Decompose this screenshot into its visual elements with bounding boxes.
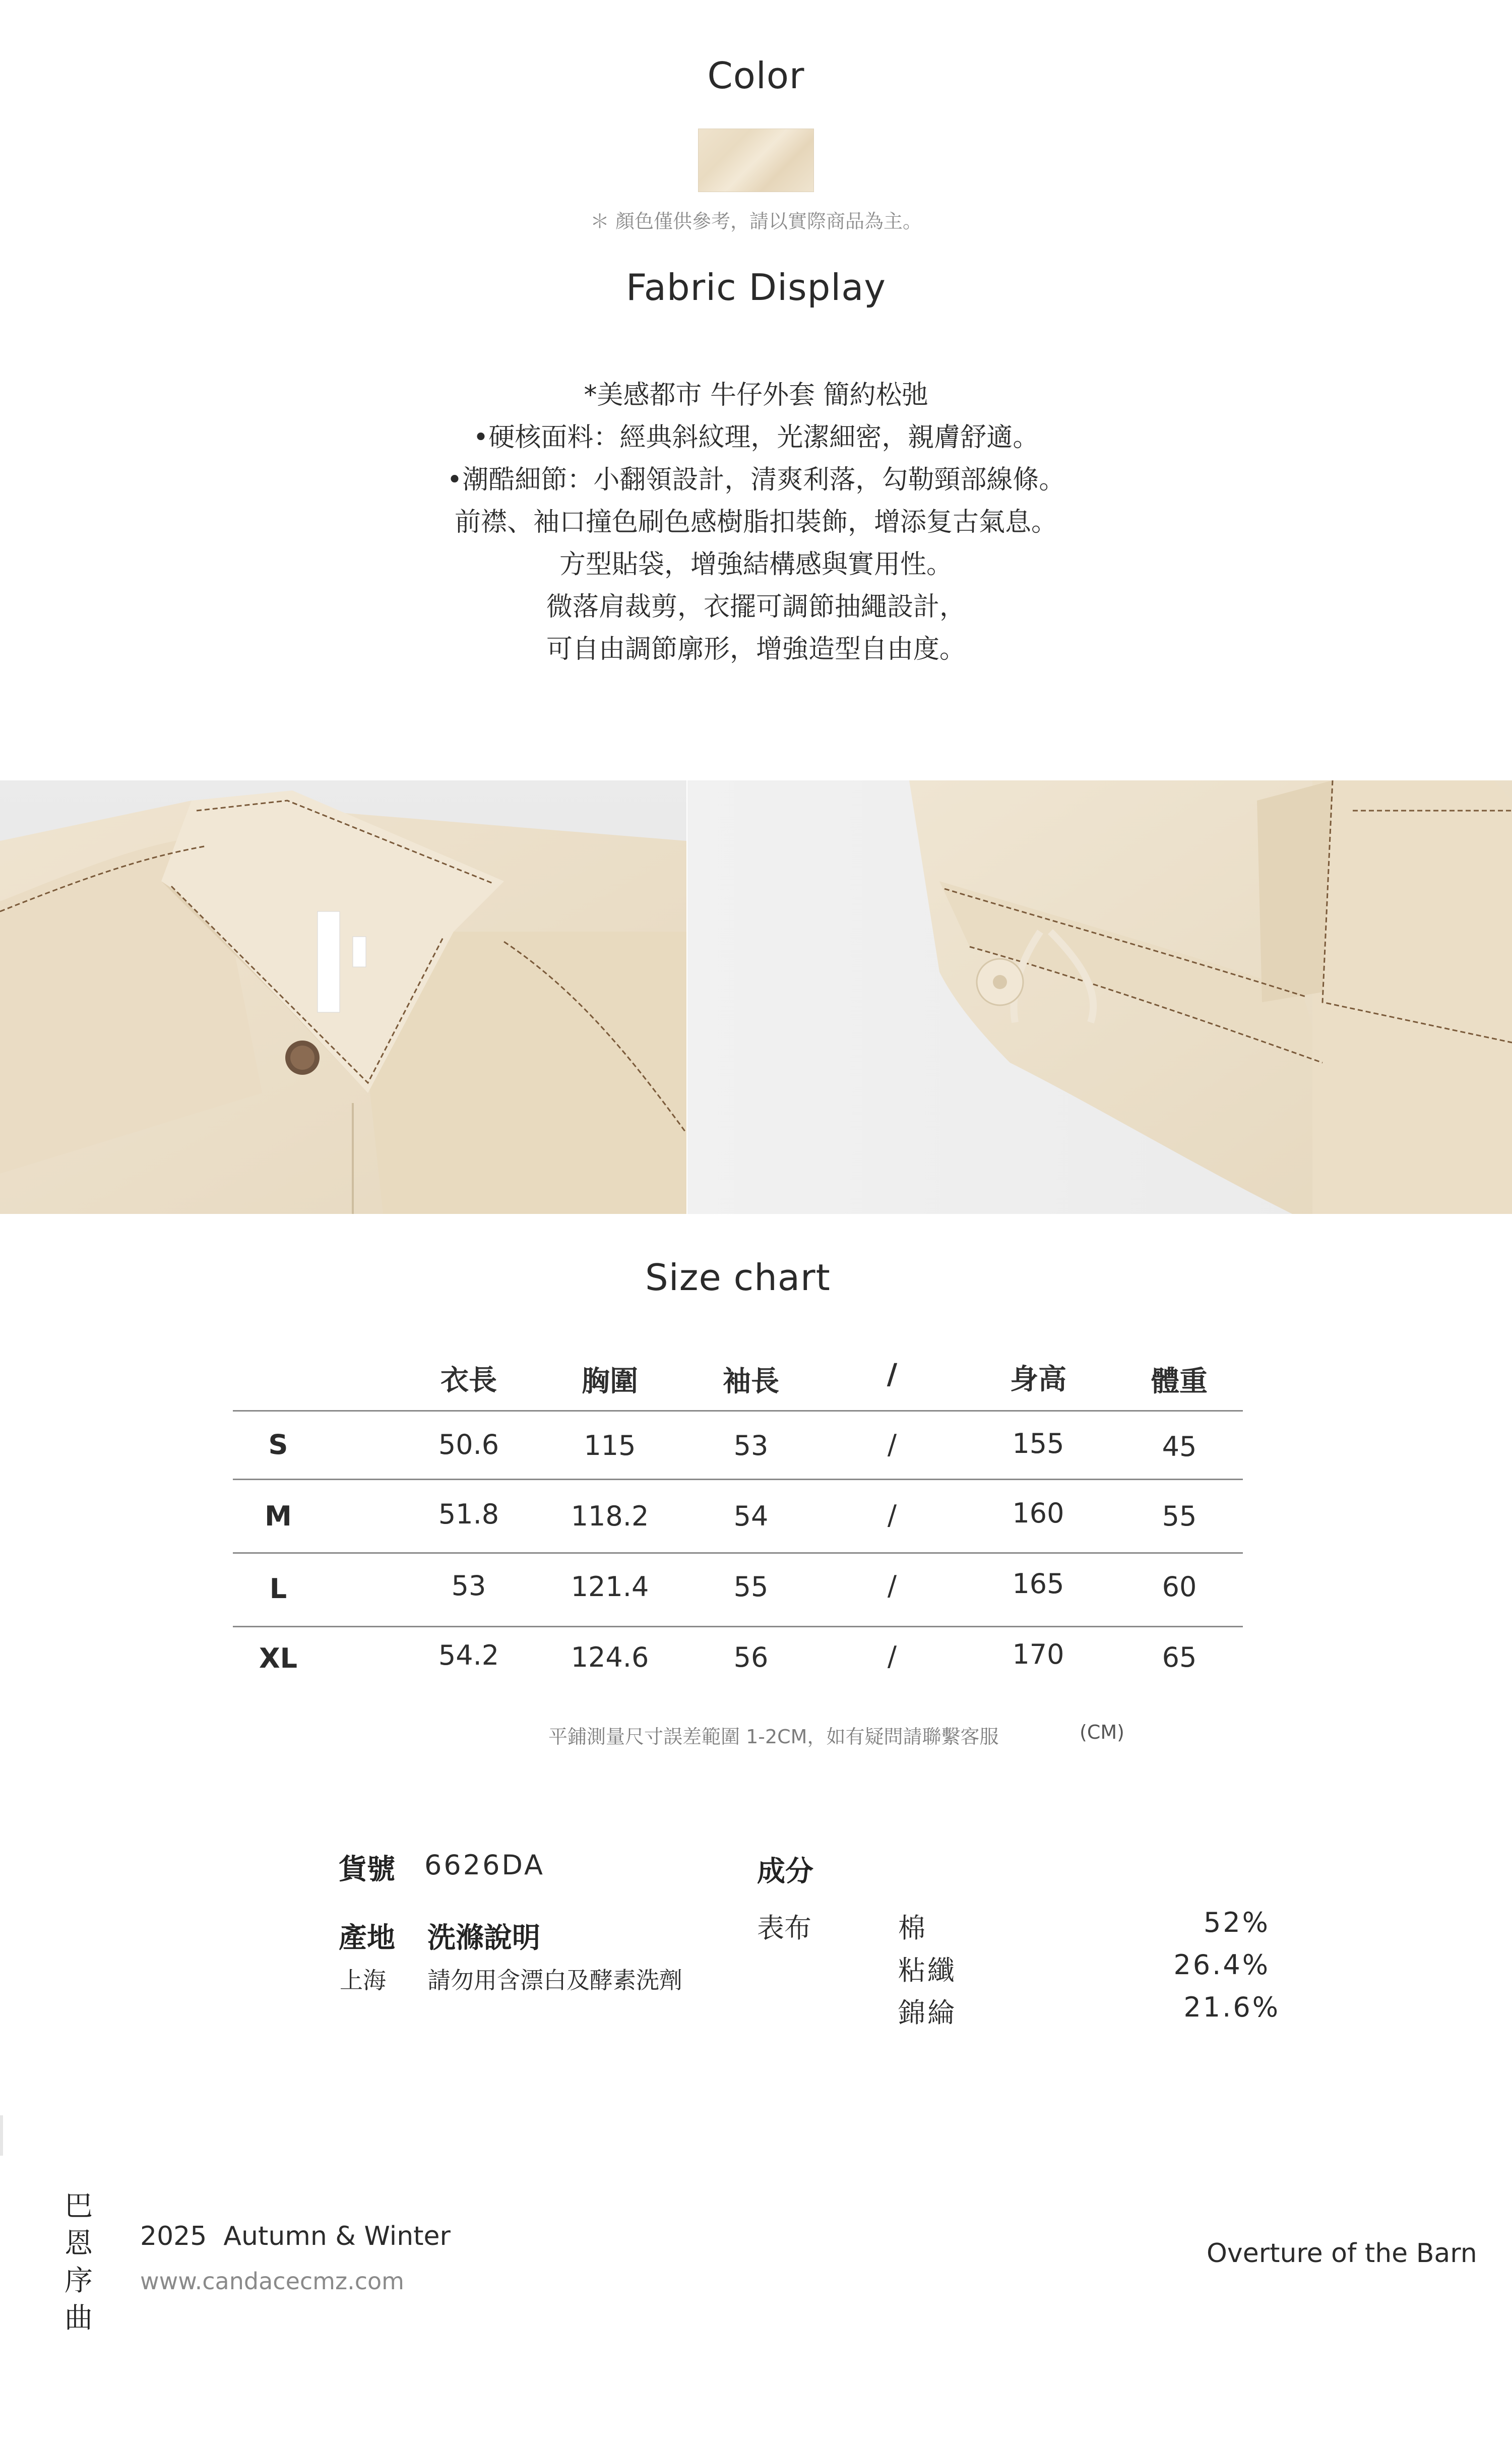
origin-value: 上海 (340, 1967, 386, 1994)
unit-label: (CM) (1080, 1721, 1124, 1743)
color-swatch (698, 129, 814, 192)
fabric-line: •潮酷細節：小翻領設計，清爽利落，勾勒頸部線條。 (447, 465, 1065, 495)
edge-mark (0, 2115, 3, 2156)
wash-label: 洗滌說明 (427, 1922, 540, 1955)
cell-weight: 45 (1162, 1431, 1197, 1462)
size-label: S (268, 1429, 288, 1460)
cell-height: 165 (1012, 1568, 1064, 1600)
cell-sleeve: 53 (733, 1430, 769, 1461)
cell-height: 170 (1012, 1638, 1064, 1670)
hem-drawstring-photo (687, 780, 1512, 1214)
cell-length: 54.2 (438, 1639, 499, 1671)
cell-height: 160 (1012, 1497, 1064, 1529)
material-name: 棉 (898, 1912, 927, 1944)
material-percent: 21.6% (1183, 1991, 1280, 2023)
table-divider (233, 1552, 1243, 1554)
brand-char: 曲 (65, 2302, 93, 2335)
cell-length: 50.6 (438, 1429, 499, 1460)
cell-height: 155 (1012, 1428, 1064, 1459)
table-divider (233, 1410, 1243, 1412)
fabric-line: 可自由調節廓形，增強造型自由度。 (546, 634, 966, 664)
cell-sleeve: 55 (733, 1571, 769, 1603)
header-sleeve: 袖長 (723, 1365, 779, 1398)
cell-sleeve: 54 (733, 1500, 769, 1532)
table-divider (233, 1626, 1243, 1627)
fabric-line: •硬核面料：經典斜紋理，光潔細密，親膚舒適。 (473, 422, 1039, 453)
brand-char: 序 (65, 2265, 93, 2297)
website-link[interactable]: www.candacecmz.com (140, 2268, 404, 2295)
fabric-line: 微落肩裁剪，衣擺可調節抽繩設計， (546, 592, 966, 622)
cell-weight: 55 (1162, 1500, 1197, 1532)
composition-label: 成分 (757, 1855, 813, 1888)
table-divider (233, 1479, 1243, 1480)
season-label: 2025 Autumn & Winter (140, 2221, 451, 2251)
fabric-label: 表布 (757, 1912, 811, 1944)
measurement-note: 平鋪測量尺寸誤差範圍 1-2CM，如有疑問請聯繫客服 (548, 1726, 999, 1748)
brand-char: 恩 (65, 2227, 93, 2260)
cell-weight: 60 (1162, 1571, 1197, 1603)
size-label: M (265, 1500, 292, 1532)
cell-divider: / (887, 1570, 897, 1602)
header-length: 衣長 (440, 1364, 497, 1397)
origin-label: 產地 (339, 1922, 395, 1955)
fabric-description (0, 374, 1512, 670)
fabric-line: *美感都市 牛仔外套 簡約松弛 (584, 380, 928, 410)
cell-divider: / (887, 1429, 897, 1460)
hem-illustration (687, 780, 1512, 1214)
fabric-line: 方型貼袋，增強結構感與實用性。 (559, 550, 953, 580)
collar-detail-photo (0, 780, 686, 1214)
material-percent: 26.4% (1173, 1949, 1270, 1981)
header-divider: / (887, 1358, 898, 1391)
fabric-line: 前襟、袖口撞色刷色感樹脂扣裝飾，增添复古氣息。 (454, 507, 1057, 537)
wash-value: 請勿用含漂白及酵素洗劑 (427, 1967, 682, 1994)
material-name: 粘纖 (898, 1955, 957, 1986)
color-note: ＊ 顏色僅供參考，請以實際商品為主。 (590, 210, 922, 232)
cell-chest: 121.4 (571, 1571, 649, 1603)
cell-length: 53 (451, 1570, 486, 1602)
header-chest: 胸圍 (582, 1365, 638, 1398)
item-no-label: 貨號 (339, 1853, 395, 1886)
cell-length: 51.8 (438, 1498, 499, 1530)
header-weight: 體重 (1151, 1365, 1208, 1398)
brand-char: 巴 (65, 2190, 93, 2223)
cell-divider: / (887, 1640, 897, 1672)
cell-divider: / (887, 1499, 897, 1531)
color-title: Color (707, 54, 805, 97)
size-label: L (269, 1573, 287, 1605)
cell-weight: 65 (1162, 1641, 1197, 1673)
item-no-value: 6626DA (424, 1849, 545, 1881)
material-name: 錦綸 (898, 1997, 957, 2029)
size-label: XL (259, 1642, 298, 1674)
cell-sleeve: 56 (733, 1641, 769, 1673)
header-height: 身高 (1010, 1363, 1066, 1396)
size-chart-title: Size chart (645, 1256, 831, 1299)
fabric-title: Fabric Display (625, 266, 887, 309)
brand-vertical (64, 2188, 94, 2337)
cell-chest: 118.2 (571, 1500, 649, 1532)
material-percent: 52% (1203, 1907, 1270, 1938)
cell-chest: 115 (584, 1430, 636, 1461)
cell-chest: 124.6 (571, 1641, 649, 1673)
collar-illustration (0, 780, 686, 1214)
collection-name: Overture of the Barn (1207, 2238, 1477, 2269)
